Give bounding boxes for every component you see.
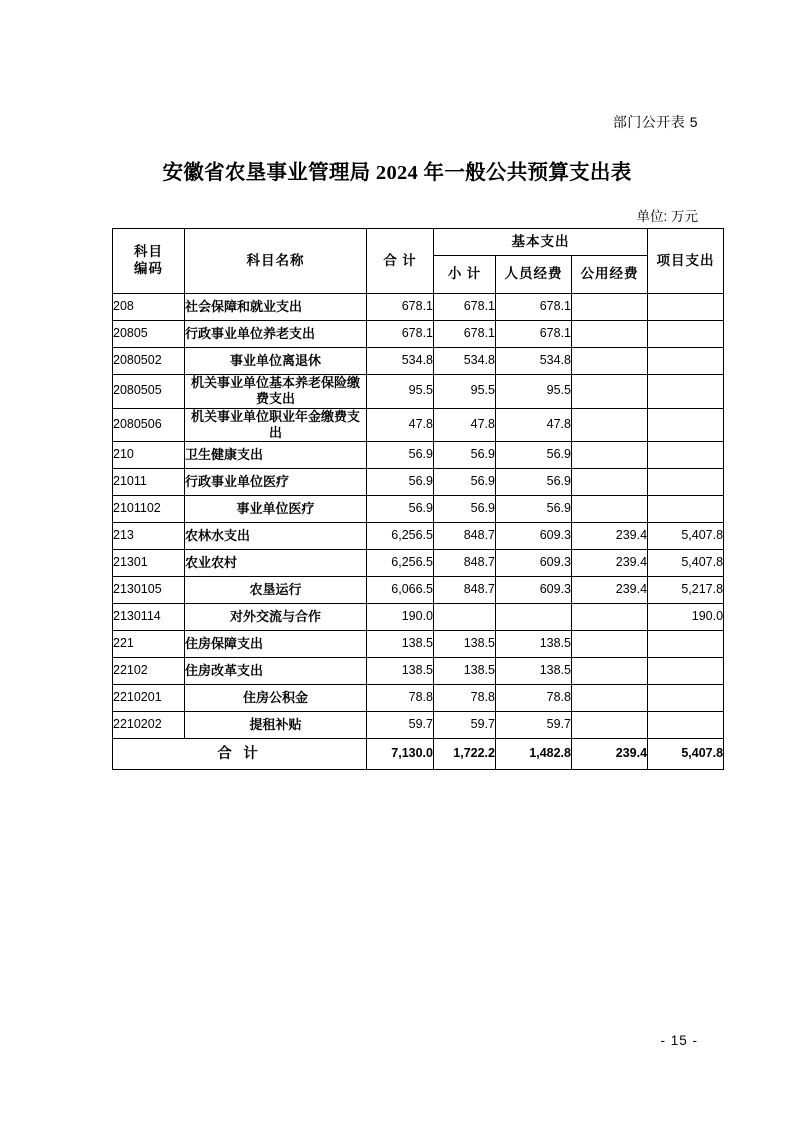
cell-public [572,408,648,442]
header-project-expense: 项目支出 [648,229,724,294]
cell-public [572,604,648,631]
cell-public [572,348,648,375]
cell-public [572,685,648,712]
total-label: 合 计 [113,739,367,770]
header-subject-name: 科目名称 [185,229,367,294]
cell-project [648,375,724,409]
cell-code: 2080502 [113,348,185,375]
cell-personnel: 78.8 [496,685,572,712]
table-body [113,294,724,770]
cell-public [572,442,648,469]
cell-personnel: 609.3 [496,577,572,604]
cell-total: 678.1 [367,321,434,348]
header-personnel: 人员经费 [496,256,572,294]
cell-public [572,658,648,685]
cell-total: 56.9 [367,496,434,523]
cell-subtotal: 95.5 [434,375,496,409]
cell-code: 21011 [113,469,185,496]
cell-project [648,685,724,712]
total-project: 5,407.8 [648,739,724,770]
cell-code: 20805 [113,321,185,348]
cell-personnel: 95.5 [496,375,572,409]
table-row [113,550,724,577]
table-row [113,631,724,658]
cell-project [648,408,724,442]
table-row [113,442,724,469]
cell-subtotal: 138.5 [434,631,496,658]
cell-name: 事业单位离退休 [185,348,367,375]
cell-name: 农业农村 [185,550,367,577]
cell-subtotal: 78.8 [434,685,496,712]
cell-project [648,442,724,469]
cell-name: 行政事业单位养老支出 [185,321,367,348]
cell-name: 机关事业单位基本养老保险缴费支出 [185,375,367,409]
cell-personnel: 609.3 [496,550,572,577]
cell-total: 138.5 [367,631,434,658]
table-row [113,685,724,712]
cell-code: 2080506 [113,408,185,442]
cell-personnel: 678.1 [496,321,572,348]
cell-project [648,631,724,658]
cell-code: 2130105 [113,577,185,604]
table-row [113,408,724,442]
header-total: 合 计 [367,229,434,294]
cell-name: 住房保障支出 [185,631,367,658]
cell-project: 5,407.8 [648,550,724,577]
cell-total: 56.9 [367,469,434,496]
cell-public [572,469,648,496]
cell-code: 2080505 [113,375,185,409]
cell-subtotal: 56.9 [434,469,496,496]
header-public: 公用经费 [572,256,648,294]
cell-subtotal: 47.8 [434,408,496,442]
cell-project [648,658,724,685]
cell-personnel: 138.5 [496,631,572,658]
document-header-note: 部门公开表 5 [612,114,698,130]
header-code [113,229,185,294]
cell-total: 6,256.5 [367,550,434,577]
budget-table [112,228,724,770]
cell-name: 卫生健康支出 [185,442,367,469]
total-public: 239.4 [572,739,648,770]
cell-total: 6,066.5 [367,577,434,604]
cell-public: 239.4 [572,523,648,550]
cell-total: 95.5 [367,375,434,409]
table-row [113,321,724,348]
header-basic-expense: 基本支出 [434,229,648,256]
cell-public [572,375,648,409]
table-row [113,469,724,496]
table-row [113,523,724,550]
cell-code: 2130114 [113,604,185,631]
cell-total: 47.8 [367,408,434,442]
cell-code: 213 [113,523,185,550]
cell-name: 农林水支出 [185,523,367,550]
cell-subtotal [434,604,496,631]
cell-personnel: 678.1 [496,294,572,321]
cell-total: 59.7 [367,712,434,739]
cell-total: 138.5 [367,658,434,685]
cell-total: 6,256.5 [367,523,434,550]
cell-total: 678.1 [367,294,434,321]
cell-subtotal: 56.9 [434,442,496,469]
cell-name: 社会保障和就业支出 [185,294,367,321]
cell-project [648,321,724,348]
table-total-row [113,739,724,770]
cell-code: 2210201 [113,685,185,712]
cell-subtotal: 59.7 [434,712,496,739]
cell-subtotal: 534.8 [434,348,496,375]
cell-code: 208 [113,294,185,321]
table-row [113,712,724,739]
cell-code: 22102 [113,658,185,685]
table-row [113,496,724,523]
cell-public [572,321,648,348]
page-number: - 15 - [660,1033,698,1048]
cell-public [572,294,648,321]
cell-personnel: 56.9 [496,469,572,496]
unit-note: 单位: 万元 [636,209,698,224]
cell-personnel [496,604,572,631]
cell-project [648,712,724,739]
cell-project [648,294,724,321]
cell-name: 农垦运行 [185,577,367,604]
cell-project [648,469,724,496]
total-personnel: 1,482.8 [496,739,572,770]
total-subtotal: 1,722.2 [434,739,496,770]
header-subtotal: 小 计 [434,256,496,294]
cell-total: 78.8 [367,685,434,712]
cell-total: 534.8 [367,348,434,375]
cell-total: 190.0 [367,604,434,631]
cell-public: 239.4 [572,550,648,577]
cell-personnel: 59.7 [496,712,572,739]
cell-code: 210 [113,442,185,469]
cell-name: 机关事业单位职业年金缴费支出 [185,408,367,442]
cell-public [572,631,648,658]
cell-personnel: 56.9 [496,496,572,523]
cell-personnel: 534.8 [496,348,572,375]
cell-project [648,348,724,375]
table-row [113,348,724,375]
cell-public [572,712,648,739]
cell-code: 2210202 [113,712,185,739]
cell-code: 221 [113,631,185,658]
cell-name: 住房改革支出 [185,658,367,685]
cell-project: 5,407.8 [648,523,724,550]
page-title: 安徽省农垦事业管理局 2024 年一般公共预算支出表 [162,162,632,184]
cell-public: 239.4 [572,577,648,604]
cell-subtotal: 848.7 [434,577,496,604]
cell-project [648,496,724,523]
table-row [113,577,724,604]
cell-name: 提租补贴 [185,712,367,739]
table-row [113,658,724,685]
cell-code: 2101102 [113,496,185,523]
cell-subtotal: 56.9 [434,496,496,523]
cell-name: 事业单位医疗 [185,496,367,523]
cell-personnel: 56.9 [496,442,572,469]
table-header-row-1 [113,229,724,256]
cell-code: 21301 [113,550,185,577]
cell-project: 190.0 [648,604,724,631]
table-row [113,375,724,409]
cell-personnel: 609.3 [496,523,572,550]
cell-project: 5,217.8 [648,577,724,604]
total-total: 7,130.0 [367,739,434,770]
cell-subtotal: 848.7 [434,523,496,550]
cell-subtotal: 678.1 [434,294,496,321]
cell-name: 对外交流与合作 [185,604,367,631]
cell-subtotal: 678.1 [434,321,496,348]
cell-public [572,496,648,523]
table-row [113,294,724,321]
header-code-line2: 编码 [134,261,163,276]
header-code-line1: 科目 [134,244,163,260]
cell-subtotal: 138.5 [434,658,496,685]
cell-total: 56.9 [367,442,434,469]
cell-personnel: 138.5 [496,658,572,685]
table-row [113,604,724,631]
cell-subtotal: 848.7 [434,550,496,577]
cell-name: 住房公积金 [185,685,367,712]
cell-name: 行政事业单位医疗 [185,469,367,496]
cell-personnel: 47.8 [496,408,572,442]
